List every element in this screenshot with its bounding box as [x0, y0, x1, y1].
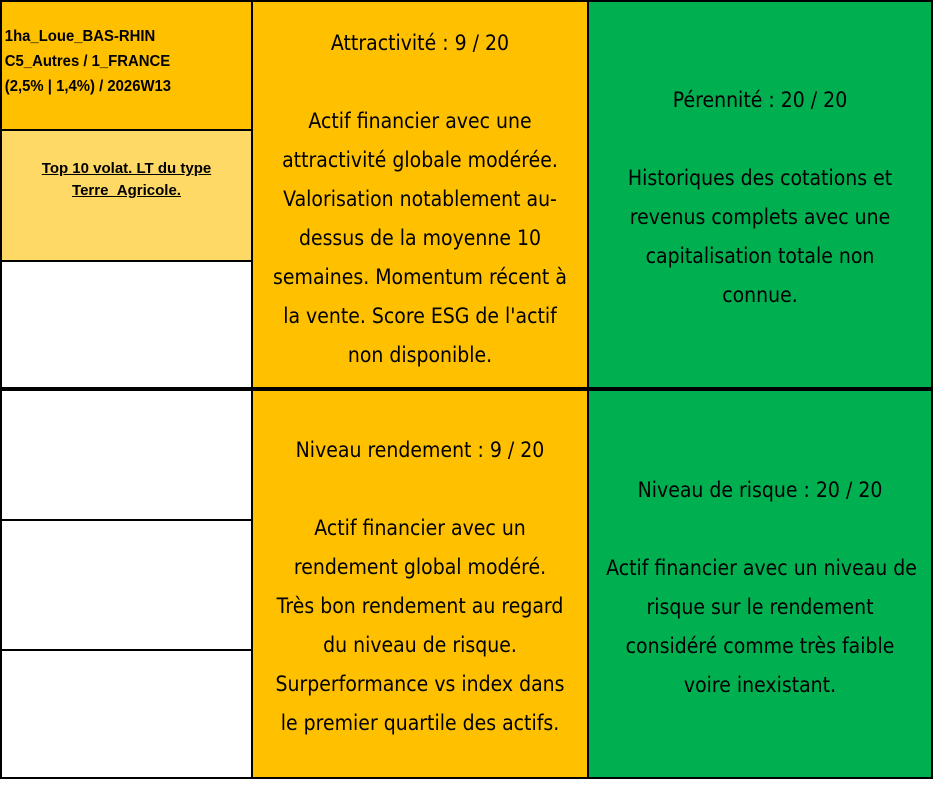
rendement-description [270, 509, 571, 743]
asset-category: C5_Autres / 1_FRANCE [4, 53, 171, 70]
rendement-line: Surperformance vs index dans [275, 672, 565, 696]
risque-cell [587, 389, 933, 779]
perennite-cell [587, 0, 933, 389]
attractivite-line: attractivité globale modérée. [282, 148, 558, 172]
asset-id-cell [0, 0, 253, 131]
attractivite-cell [251, 0, 589, 389]
attractivite-line: dessus de la moyenne 10 [298, 226, 542, 250]
attractivite-description [270, 102, 571, 375]
attractivite-title: Attractivité : 9 / 20 [330, 31, 510, 55]
asset-id [2, 2, 234, 99]
risque-line: voire inexistant. [683, 673, 837, 697]
rendement-line: du niveau de risque. [323, 633, 517, 657]
risque-line: considéré comme très faible [625, 634, 895, 658]
rendement-line: le premier quartile des actifs. [280, 711, 560, 735]
rendement-title: Niveau rendement : 9 / 20 [295, 438, 545, 462]
risque-line: risque sur le rendement [646, 595, 874, 619]
perennite-block [606, 81, 914, 315]
attractivite-line: semaines. Momentum récent à [273, 265, 567, 289]
empty-cell-2 [0, 389, 253, 521]
perennite-description [606, 159, 914, 315]
perennite-line: Historiques des cotations et [627, 166, 893, 190]
note-line-2: Terre_Agricole. [72, 182, 181, 199]
rendement-line: Très bon rendement au regard [276, 594, 564, 618]
rendement-block [270, 431, 571, 743]
attractivite-line: Valorisation notablement au- [283, 187, 557, 211]
note-cell [0, 129, 253, 262]
perennite-line: connue. [722, 283, 798, 307]
perennite-title: Pérennité : 20 / 20 [672, 88, 848, 112]
attractivite-block [270, 24, 571, 375]
attractivite-line: la vente. Score ESG de l'actif [283, 304, 557, 328]
asset-name: 1ha_Loue_BAS-RHIN [4, 28, 156, 45]
rendement-cell [251, 389, 589, 779]
note-line-1: Top 10 volat. LT du type [41, 160, 212, 177]
perennite-line: revenus complets avec une [629, 205, 891, 229]
rendement-line: rendement global modéré. [293, 555, 547, 579]
attractivite-line: Actif financier avec une [308, 109, 532, 133]
risque-description [606, 549, 917, 705]
attractivite-line: non disponible. [347, 343, 493, 367]
volatility-note [2, 131, 251, 202]
risque-line: Actif financier avec un niveau de [606, 556, 917, 580]
asset-weights-week: (2,5% | 1,4%) / 2026W13 [4, 78, 172, 95]
perennite-line: capitalisation totale non [645, 244, 875, 268]
risque-block [606, 471, 917, 705]
empty-cell-3 [0, 519, 253, 651]
empty-cell-1 [0, 260, 253, 389]
empty-cell-4 [0, 649, 253, 779]
rendement-line: Actif financier avec un [314, 516, 526, 540]
risque-title: Niveau de risque : 20 / 20 [637, 478, 883, 502]
